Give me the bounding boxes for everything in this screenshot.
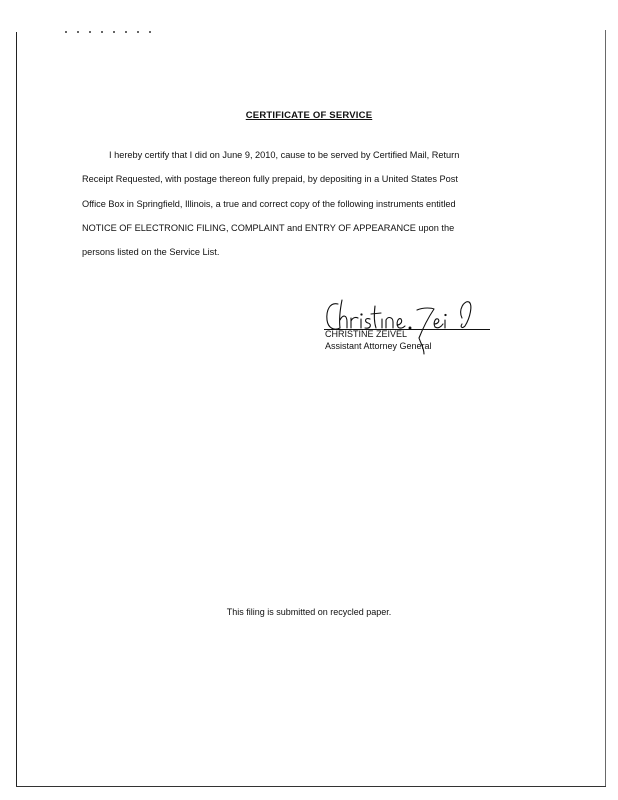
signatory-name: CHRISTINE ZEIVEL <box>325 329 408 339</box>
scan-edge-left <box>16 32 17 787</box>
body-line-4: NOTICE OF ELECTRONIC FILING, COMPLAINT and ENTRY OF APPEARANCE upon the <box>82 222 455 233</box>
body-line-1: I hereby certify that I did on June 9, 2010, cause to be served by Certified Mail, Return <box>109 150 460 160</box>
scan-edge-bottom <box>16 786 606 787</box>
body-line-2: Receipt Requested, with postage thereon fully prepaid, by depositing in a United States Post <box>82 174 458 185</box>
certificate-body <box>82 143 522 264</box>
scan-specks <box>60 31 160 33</box>
body-line-5: persons listed on the Service List. <box>82 247 220 258</box>
certificate-title: CERTIFICATE OF SERVICE <box>245 110 373 121</box>
body-line-3: Office Box in Springfield, Illinois, a true and correct copy of the following instruments entitled <box>82 198 456 209</box>
scan-edge-right <box>605 30 606 787</box>
signatory-title: Assistant Attorney General <box>325 341 432 351</box>
recycled-paper-note: This filing is submitted on recycled paper. <box>226 607 392 617</box>
